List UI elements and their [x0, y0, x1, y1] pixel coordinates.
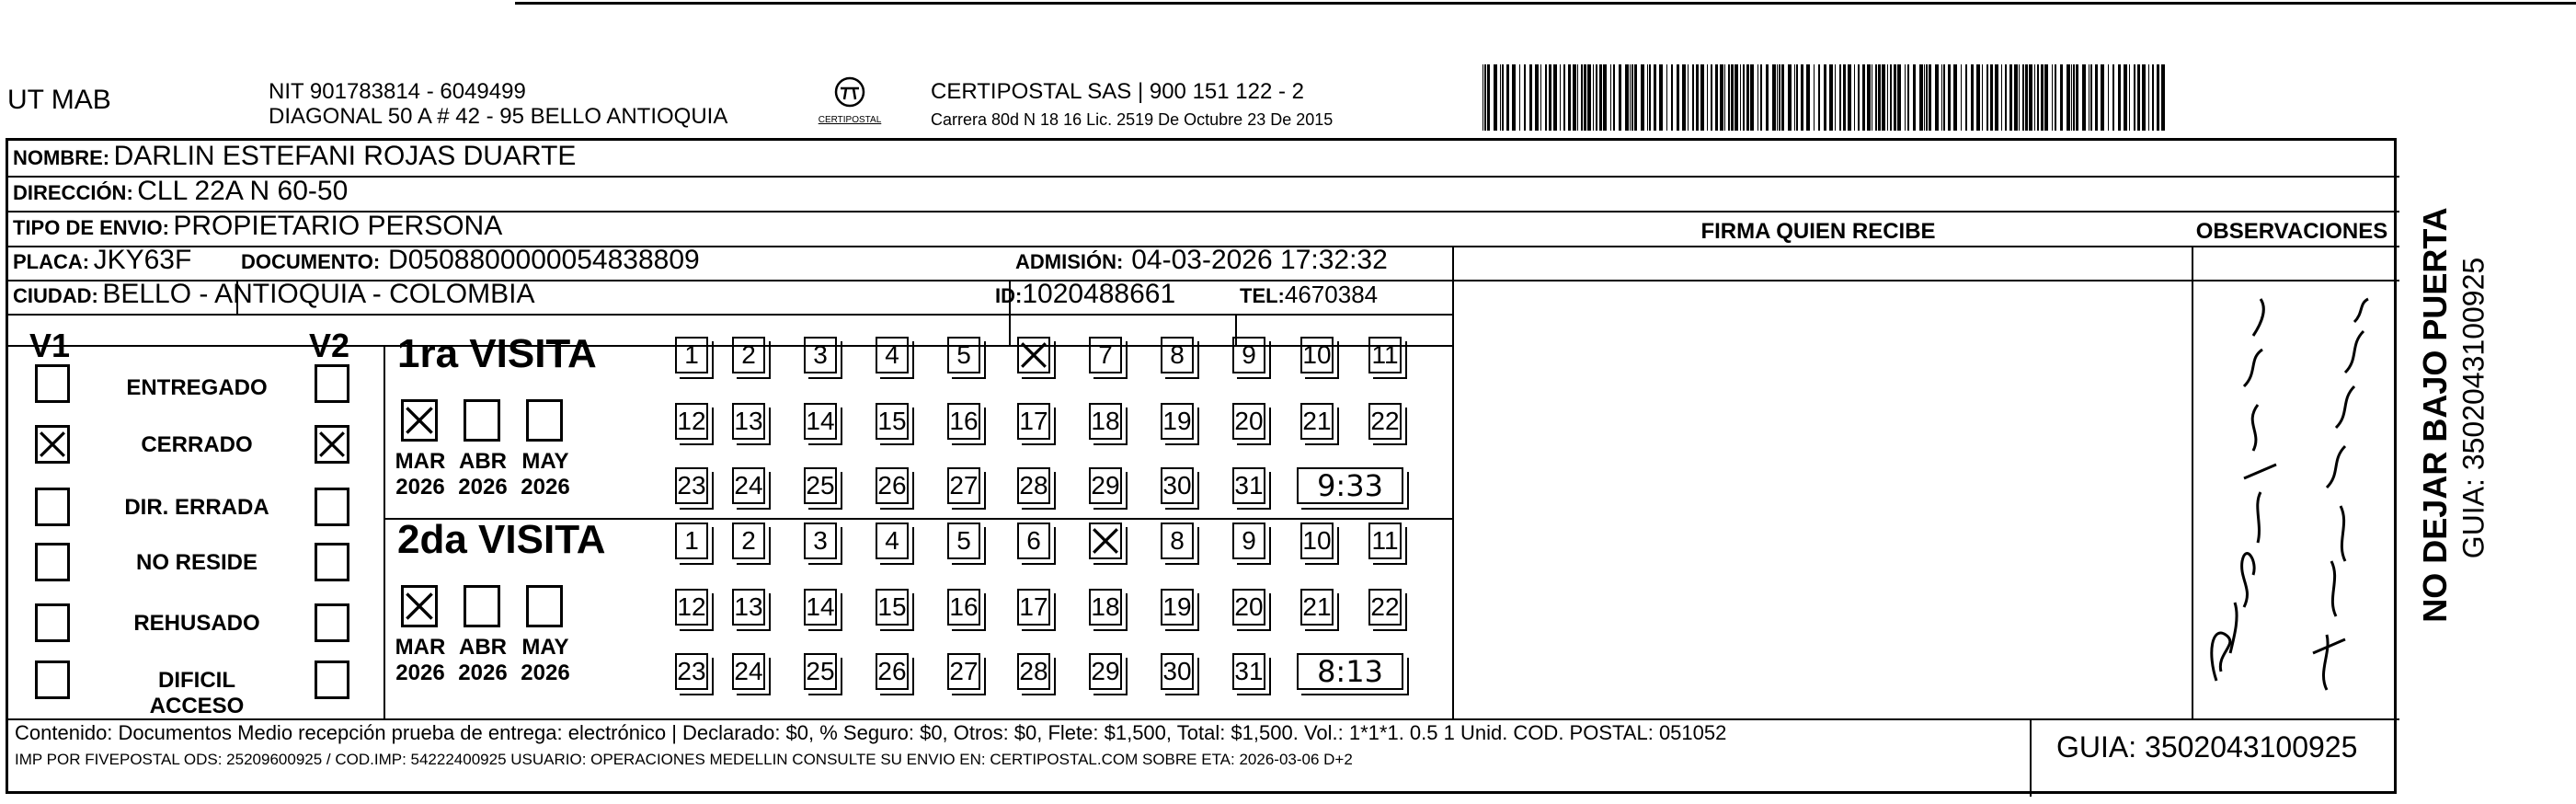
month-checkbox[interactable]: [464, 399, 500, 442]
day-box[interactable]: 5: [947, 523, 980, 559]
month-label: MAR 2026: [395, 635, 446, 685]
barcode-bar: [1867, 64, 1871, 131]
tipo-envio-field: TIPO DE ENVIO: PROPIETARIO PERSONA: [13, 211, 503, 241]
direccion-field: DIRECCIÓN: CLL 22A N 60-50: [13, 176, 349, 206]
month-label: MAY 2026: [521, 635, 570, 685]
barcode-bar: [1750, 64, 1754, 131]
barcode-bar: [1835, 64, 1836, 131]
v1-checkbox[interactable]: [35, 425, 70, 464]
barcode-bar: [2095, 64, 2098, 131]
day-box[interactable]: 18: [1089, 403, 1122, 440]
day-box[interactable]: 13: [732, 403, 765, 440]
barcode-bar: [2055, 64, 2056, 131]
barcode-bar: [1700, 64, 1704, 131]
barcode-bar: [1545, 64, 1547, 131]
v2-checkbox[interactable]: [315, 425, 349, 464]
barcode: [1483, 64, 2168, 131]
no-dejar-bajo-puerta: NO DEJAR BAJO PUERTA: [2416, 207, 2454, 623]
barcode-bar: [2076, 64, 2078, 131]
day-box[interactable]: 22: [1368, 589, 1402, 626]
day-box[interactable]: 11: [1368, 337, 1402, 373]
barcode-bar: [1740, 64, 1741, 131]
month-checkbox[interactable]: [401, 399, 438, 442]
month-label: MAR 2026: [395, 449, 446, 500]
barcode-bar: [1500, 64, 1501, 131]
barcode-bar: [2129, 64, 2130, 131]
barcode-bar: [2108, 64, 2109, 131]
barcode-bar: [2073, 64, 2075, 131]
barcode-bar: [2152, 64, 2154, 131]
barcode-bar: [1743, 64, 1745, 131]
barcode-bar: [1720, 64, 1723, 131]
barcode-bar: [1926, 64, 1928, 131]
barcode-bar: [1524, 64, 1526, 131]
barcode-bar: [1484, 64, 1486, 131]
barcode-bar: [1696, 64, 1699, 131]
status-label: CERRADO: [141, 432, 253, 457]
barcode-bar: [2060, 64, 2063, 131]
tel-field: TEL:4670384: [1240, 281, 1379, 308]
barcode-bar: [1781, 64, 1784, 131]
barcode-bar: [1818, 64, 1820, 131]
barcode-bar: [1875, 64, 1877, 131]
day-box[interactable]: 20: [1232, 403, 1265, 440]
logo-text: CERTIPOSTAL: [818, 115, 882, 125]
status-label: DIFICIL ACCESO: [149, 668, 245, 718]
barcode-bar: [1948, 64, 1951, 131]
barcode-bar: [1854, 64, 1855, 131]
month-label: ABR 2026: [458, 449, 508, 500]
barcode-bar: [2082, 64, 2086, 131]
month-checkbox[interactable]: [526, 585, 563, 627]
vertical-guia: GUIA: 3502043100925: [2456, 257, 2490, 559]
company-nit: NIT 901783814 - 6049499: [269, 79, 526, 104]
day-box-marked[interactable]: [1089, 523, 1122, 559]
day-box[interactable]: 6: [1017, 523, 1050, 559]
barcode-bar: [2025, 64, 2028, 131]
v1-checkbox[interactable]: [35, 660, 70, 699]
barcode-bar: [2001, 64, 2002, 131]
barcode-bar: [1862, 64, 1865, 131]
barcode-bar: [1581, 64, 1583, 131]
v1-checkbox[interactable]: [35, 543, 70, 581]
day-box[interactable]: 29: [1089, 467, 1122, 504]
day-box[interactable]: 15: [876, 589, 909, 626]
day-box[interactable]: 31: [1232, 653, 1265, 690]
barcode-bar: [1529, 64, 1532, 131]
barcode-bar: [1540, 64, 1541, 131]
barcode-bar: [1631, 64, 1633, 131]
status-label: REHUSADO: [133, 611, 260, 636]
barcode-bar: [1688, 64, 1689, 131]
day-box[interactable]: 9: [1232, 523, 1265, 559]
v2-label: V2: [309, 327, 350, 364]
barcode-bar: [1654, 64, 1656, 131]
v1-checkbox[interactable]: [35, 603, 70, 642]
direccion-value: CLL 22A N 60-50: [137, 176, 349, 206]
barcode-bar: [1630, 64, 1631, 131]
day-box[interactable]: 2: [732, 337, 765, 373]
barcode-bar: [1935, 64, 1939, 131]
barcode-bar: [1494, 64, 1497, 131]
barcode-bar: [1512, 64, 1516, 131]
day-box[interactable]: 18: [1089, 589, 1122, 626]
barcode-bar: [2148, 64, 2149, 131]
day-box[interactable]: 3: [804, 337, 837, 373]
barcode-bar: [1724, 64, 1725, 131]
barcode-bar: [2005, 64, 2007, 131]
month-label: ABR 2026: [458, 635, 508, 685]
day-box[interactable]: 16: [947, 403, 980, 440]
day-box[interactable]: 23: [675, 467, 708, 504]
firma-header: FIRMA QUIEN RECIBE: [1700, 219, 1936, 244]
barcode-bar: [1619, 64, 1621, 131]
day-box[interactable]: 28: [1017, 467, 1050, 504]
barcode-bar: [2112, 64, 2114, 131]
barcode-bar: [1824, 64, 1826, 131]
v2-checkbox[interactable]: [315, 603, 349, 642]
barcode-bar: [1961, 64, 1962, 131]
barcode-bar: [1848, 64, 1851, 131]
day-box[interactable]: 15: [876, 403, 909, 440]
status-label: DIR. ERRADA: [124, 495, 269, 520]
barcode-bar: [1577, 64, 1578, 131]
barcode-bar: [1887, 64, 1888, 131]
footer-imp: IMP POR FIVEPOSTAL ODS: 25209600925 / COD.IMP: 54222400925 USUARIO: OPERACIONES MEDELLIN CONSULTE SU ENVIO EN: CERTIPOSTAL.COM SOBRE ETA: 2026-03-06 D+2: [15, 751, 1353, 768]
company-address: DIAGONAL 50 A # 42 - 95 BELLO ANTIOQUIA: [269, 104, 728, 129]
barcode-bar: [1777, 64, 1778, 131]
barcode-bar: [2052, 64, 2053, 131]
day-box[interactable]: 31: [1232, 467, 1265, 504]
barcode-bar: [1990, 64, 1993, 131]
barcode-bar: [1746, 64, 1749, 131]
day-box[interactable]: 24: [732, 653, 765, 690]
barcode-bar: [2157, 64, 2159, 131]
day-box[interactable]: 27: [947, 467, 980, 504]
barcode-bar: [1711, 64, 1712, 131]
tipo-envio-value: PROPIETARIO PERSONA: [173, 211, 503, 241]
barcode-bar: [1794, 64, 1795, 131]
barcode-bar: [1907, 64, 1909, 131]
barcode-bar: [1584, 64, 1586, 131]
carrier-name: CERTIPOSTAL SAS | 900 151 122 - 2: [931, 79, 1304, 104]
day-box[interactable]: 26: [876, 653, 909, 690]
top-rule: [515, 2, 2576, 5]
visit-title: 2da VISITA: [397, 517, 606, 562]
day-box[interactable]: 19: [1161, 589, 1194, 626]
barcode-bar: [1487, 64, 1490, 131]
barcode-bar: [1553, 64, 1557, 131]
day-box[interactable]: 21: [1300, 589, 1334, 626]
visit-time[interactable]: 8:13: [1297, 653, 1403, 690]
ciudad-value: BELLO - ANTIOQUIA - COLOMBIA: [102, 279, 535, 309]
barcode-bar: [1905, 64, 1906, 131]
barcode-bar: [1779, 64, 1780, 131]
id-value: 1020488661: [1022, 279, 1176, 309]
company-name: UT MAB: [7, 85, 111, 115]
barcode-bar: [1929, 64, 1931, 131]
status-label: NO RESIDE: [135, 550, 258, 575]
day-box[interactable]: 23: [675, 653, 708, 690]
barcode-bar: [1728, 64, 1730, 131]
barcode-bar: [1671, 64, 1673, 131]
barcode-bar: [1649, 64, 1651, 131]
day-box[interactable]: 27: [947, 653, 980, 690]
barcode-bar: [1995, 64, 1998, 131]
barcode-bar: [1625, 64, 1629, 131]
documento-value: D0508800000054838809: [388, 245, 700, 275]
barcode-bar: [2124, 64, 2127, 131]
barcode-bar: [1735, 64, 1738, 131]
day-box[interactable]: 25: [804, 467, 837, 504]
barcode-bar: [1568, 64, 1571, 131]
barcode-bar: [1965, 64, 1967, 131]
barcode-bar: [2161, 64, 2165, 131]
tel-value: 4670384: [1284, 281, 1379, 308]
day-box[interactable]: 21: [1300, 403, 1334, 440]
day-box[interactable]: 24: [732, 467, 765, 504]
barcode-bar: [1519, 64, 1520, 131]
placa-field: PLACA: JKY63F: [13, 245, 192, 275]
barcode-bar: [1760, 64, 1762, 131]
barcode-bar: [2044, 64, 2048, 131]
day-box[interactable]: 25: [804, 653, 837, 690]
day-box[interactable]: 2: [732, 523, 765, 559]
barcode-bar: [1715, 64, 1718, 131]
barcode-bar: [1953, 64, 1957, 131]
day-box[interactable]: 28: [1017, 653, 1050, 690]
barcode-bar: [1801, 64, 1803, 131]
v1-checkbox[interactable]: [35, 488, 70, 526]
barcode-bar: [1772, 64, 1776, 131]
month-checkbox[interactable]: [526, 399, 563, 442]
barcode-bar: [1878, 64, 1881, 131]
day-box[interactable]: 26: [876, 467, 909, 504]
footer-contenido: Contenido: Documentos Medio recepción prueba de entrega: electrónico | Declarado: $0, % Seguro: $0, Otros: $0, Flete: $1,500, Total: $1,500. Vol.: 1*1*1. 0.5 1 Unid. COD. POSTAL: 051052: [15, 721, 1727, 744]
barcode-bar: [1924, 64, 1925, 131]
barcode-bar: [1659, 64, 1663, 131]
barcode-bar: [1806, 64, 1810, 131]
barcode-bar: [1897, 64, 1901, 131]
barcode-bar: [1647, 64, 1648, 131]
barcode-bar: [1814, 64, 1815, 131]
barcode-bar: [2067, 64, 2070, 131]
barcode-bar: [2142, 64, 2146, 131]
barcode-bar: [1549, 64, 1551, 131]
day-box[interactable]: 29: [1089, 653, 1122, 690]
barcode-bar: [1666, 64, 1667, 131]
day-box[interactable]: 14: [804, 589, 837, 626]
barcode-bar: [1882, 64, 1885, 131]
day-box[interactable]: 19: [1161, 403, 1194, 440]
day-box[interactable]: 17: [1017, 589, 1050, 626]
day-box[interactable]: 10: [1300, 523, 1334, 559]
barcode-bar: [2090, 64, 2092, 131]
barcode-bar: [1506, 64, 1509, 131]
barcode-bar: [1982, 64, 1983, 131]
barcode-bar: [1858, 64, 1860, 131]
day-box[interactable]: 13: [732, 589, 765, 626]
day-box[interactable]: 5: [947, 337, 980, 373]
v2-checkbox[interactable]: [315, 364, 349, 403]
handwritten-signature: [2189, 285, 2391, 708]
barcode-bar: [1596, 64, 1597, 131]
day-box[interactable]: 1: [675, 337, 708, 373]
day-box[interactable]: 3: [804, 523, 837, 559]
day-box[interactable]: 7: [1089, 337, 1122, 373]
v2-checkbox[interactable]: [315, 543, 349, 581]
day-box[interactable]: 14: [804, 403, 837, 440]
barcode-bar: [1610, 64, 1611, 131]
barcode-bar: [2118, 64, 2121, 131]
visit-title: 1ra VISITA: [397, 331, 597, 376]
barcode-bar: [1913, 64, 1916, 131]
nombre-value: DARLIN ESTEFANI ROJAS DUARTE: [113, 141, 577, 171]
day-box[interactable]: 9: [1232, 337, 1265, 373]
barcode-bar: [2009, 64, 2012, 131]
day-box[interactable]: 17: [1017, 403, 1050, 440]
barcode-bar: [1563, 64, 1565, 131]
status-label: ENTREGADO: [126, 375, 268, 400]
barcode-bar: [1502, 64, 1504, 131]
barcode-bar: [1986, 64, 1988, 131]
day-box[interactable]: 16: [947, 589, 980, 626]
barcode-bar: [2034, 64, 2035, 131]
day-box[interactable]: 12: [675, 403, 708, 440]
day-box[interactable]: 12: [675, 589, 708, 626]
barcode-bar: [1613, 64, 1615, 131]
barcode-bar: [1843, 64, 1846, 131]
barcode-bar: [1971, 64, 1974, 131]
admision-field: ADMISIÓN: 04-03-2026 17:32:32: [1015, 245, 1388, 275]
barcode-bar: [1560, 64, 1561, 131]
ciudad-field: CIUDAD: BELLO - ANTIOQUIA - COLOMBIA: [13, 279, 535, 309]
barcode-bar: [2029, 64, 2032, 131]
barcode-bar: [1796, 64, 1798, 131]
barcode-bar: [1707, 64, 1708, 131]
barcode-bar: [1976, 64, 1980, 131]
v1-label: V1: [29, 327, 71, 364]
barcode-bar: [1731, 64, 1734, 131]
day-box[interactable]: 30: [1161, 467, 1194, 504]
month-checkbox[interactable]: [401, 585, 438, 627]
v2-checkbox[interactable]: [315, 660, 349, 699]
day-box[interactable]: 1: [675, 523, 708, 559]
barcode-bar: [2014, 64, 2018, 131]
barcode-bar: [1788, 64, 1792, 131]
barcode-bar: [2071, 64, 2072, 131]
barcode-bar: [1573, 64, 1576, 131]
barcode-bar: [1766, 64, 1769, 131]
barcode-bar: [1839, 64, 1841, 131]
barcode-bar: [1757, 64, 1758, 131]
barcode-bar: [2041, 64, 2044, 131]
observaciones-header: OBSERVACIONES: [2195, 219, 2388, 244]
v2-checkbox[interactable]: [315, 488, 349, 526]
barcode-bar: [2101, 64, 2104, 131]
month-label: MAY 2026: [521, 449, 570, 500]
barcode-bar: [2037, 64, 2039, 131]
v1-checkbox[interactable]: [35, 364, 70, 403]
barcode-bar: [1692, 64, 1694, 131]
nombre-field: NOMBRE: DARLIN ESTEFANI ROJAS DUARTE: [13, 141, 577, 171]
barcode-bar: [2022, 64, 2024, 131]
day-box[interactable]: 4: [876, 523, 909, 559]
placa-value: JKY63F: [93, 245, 192, 275]
barcode-bar: [2019, 64, 2020, 131]
barcode-bar: [1890, 64, 1892, 131]
barcode-bar: [1919, 64, 1923, 131]
barcode-bar: [1829, 64, 1833, 131]
documento-field: DOCUMENTO: D0508800000054838809: [241, 245, 700, 275]
barcode-bar: [1894, 64, 1896, 131]
barcode-bar: [1599, 64, 1602, 131]
barcode-bar: [1634, 64, 1637, 131]
barcode-bar: [1593, 64, 1594, 131]
admision-value: 04-03-2026 17:32:32: [1131, 245, 1388, 275]
barcode-bar: [1535, 64, 1539, 131]
barcode-bar: [1943, 64, 1945, 131]
footer-guia: GUIA: 3502043100925: [2056, 730, 2358, 764]
day-box[interactable]: 11: [1368, 523, 1402, 559]
barcode-bar: [1587, 64, 1591, 131]
day-box[interactable]: 10: [1300, 337, 1334, 373]
day-box-marked[interactable]: [1017, 337, 1050, 373]
carrier-address: Carrera 80d N 18 16 Lic. 2519 De Octubre 23 De 2015: [931, 110, 1334, 129]
day-box[interactable]: 22: [1368, 403, 1402, 440]
certipostal-logo: [813, 74, 887, 129]
barcode-bar: [1641, 64, 1644, 131]
barcode-bar: [1603, 64, 1607, 131]
day-box[interactable]: 8: [1161, 523, 1194, 559]
barcode-bar: [2134, 64, 2135, 131]
barcode-bar: [1682, 64, 1686, 131]
barcode-bar: [2137, 64, 2140, 131]
day-box[interactable]: 4: [876, 337, 909, 373]
day-box[interactable]: 8: [1161, 337, 1194, 373]
month-checkbox[interactable]: [464, 585, 500, 627]
id-field: ID:1020488661: [995, 279, 1176, 309]
barcode-bar: [1677, 64, 1679, 131]
day-box[interactable]: 20: [1232, 589, 1265, 626]
barcode-bar: [1941, 64, 1942, 131]
day-box[interactable]: 30: [1161, 653, 1194, 690]
visit-time[interactable]: 9:33: [1297, 467, 1403, 504]
